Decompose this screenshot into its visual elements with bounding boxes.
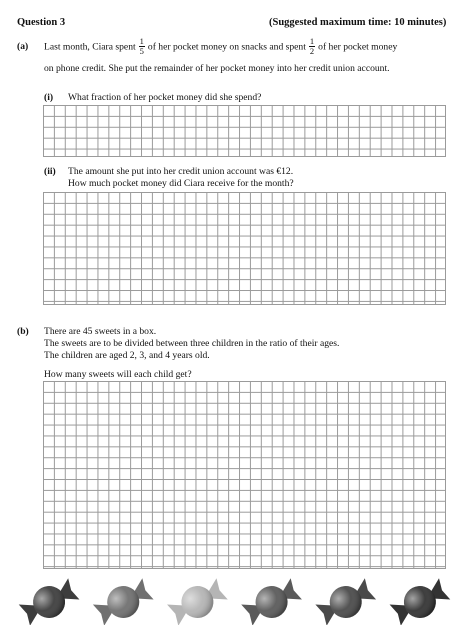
fraction-one-fifth bbox=[139, 37, 145, 56]
sub-ii-line-1: The amount she put into her credit union account was €12. bbox=[68, 166, 294, 177]
sub-ii-label: (ii) bbox=[44, 166, 56, 177]
part-b-question: How many sweets will each child get? bbox=[44, 369, 192, 380]
part-a-text-start: Last month, Ciara spent bbox=[44, 41, 136, 53]
answer-grid-b[interactable] bbox=[43, 381, 446, 569]
fraction-numerator: 1 bbox=[309, 36, 315, 46]
wrapped-sweet-icon bbox=[388, 575, 452, 625]
wrapped-sweet-icon bbox=[165, 575, 229, 625]
answer-grid-a-i[interactable] bbox=[43, 105, 446, 157]
part-b-label: (b) bbox=[17, 326, 29, 337]
question-number: Question 3 bbox=[17, 17, 66, 28]
wrapped-sweet-icon bbox=[91, 575, 155, 625]
part-a-label: (a) bbox=[17, 41, 29, 52]
wrapped-sweet-icon bbox=[17, 575, 81, 625]
part-b-line-1: There are 45 sweets in a box. bbox=[44, 326, 157, 337]
sub-i-label: (i) bbox=[44, 92, 54, 103]
sweets-decoration bbox=[12, 575, 457, 625]
part-b-line-2: The sweets are to be divided between three children in the ratio of their ages. bbox=[44, 338, 340, 349]
part-a-text-end: of her pocket money bbox=[318, 41, 398, 53]
wrapped-sweet-icon bbox=[239, 575, 303, 625]
wrapped-sweet-icon bbox=[314, 575, 378, 625]
fraction-numerator: 1 bbox=[139, 36, 144, 46]
fraction-denominator: 2 bbox=[309, 46, 315, 56]
part-b-line-3: The children are aged 2, 3, and 4 years old. bbox=[44, 350, 210, 361]
sub-ii-line-2: How much pocket money did Ciara receive for the month? bbox=[68, 178, 294, 189]
answer-grid-a-ii[interactable] bbox=[43, 192, 446, 305]
part-a-line-2: on phone credit. She put the remainder of her pocket money into her credit union account. bbox=[44, 63, 390, 74]
part-a-line-1 bbox=[44, 38, 397, 57]
part-a-text-mid: of her pocket money on snacks and spent bbox=[147, 41, 306, 53]
fraction-denominator: 5 bbox=[139, 46, 144, 56]
sub-i-question: What fraction of her pocket money did she spend? bbox=[68, 92, 262, 103]
fraction-one-half bbox=[309, 37, 315, 56]
suggested-time: (Suggested maximum time: 10 minutes) bbox=[269, 17, 447, 28]
